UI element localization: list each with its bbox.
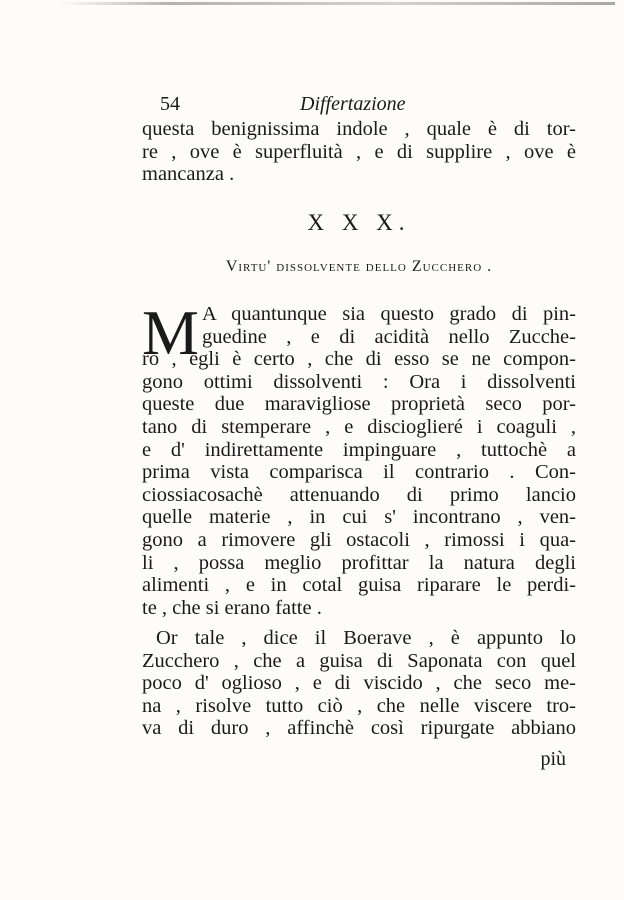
- page-header: [160, 93, 580, 119]
- text-line: li , possa meglio profittar la natura degli: [142, 551, 576, 574]
- page-number: 54: [160, 93, 180, 115]
- section-number: X X X.: [307, 210, 411, 235]
- text-line: e d' indirettamente impinguare , tuttochè a: [142, 438, 576, 461]
- drop-cap: M: [142, 297, 199, 368]
- text-line: quelle materie , in cui s' incontrano , ven-: [142, 506, 576, 529]
- text-line: ciossiacosachè attenuando di primo lancio: [142, 483, 576, 506]
- text-line: ro , egli è certo , che di esso se ne compon-: [142, 348, 576, 371]
- text-line: queste due maravigliose proprietà seco por-: [142, 393, 576, 416]
- text-line: questa benignissima indole , quale è di tor-: [142, 118, 576, 140]
- text-line: te , che si erano fatte .: [142, 596, 322, 619]
- text-line: gono ottimi dissolventi : Ora i dissolventi: [142, 370, 576, 393]
- text-line: Or tale , dice il Boerave , è appunto lo: [156, 627, 576, 649]
- text-line: re , ove è superfluità , e di supplire , ove è: [142, 140, 576, 163]
- section-title: Virtu' dissolvente dello Zucchero .: [225, 258, 493, 275]
- text-line: gono a rimovere gli ostacoli , rimossi i qua-: [142, 528, 576, 551]
- paragraph-2: [142, 627, 576, 740]
- catchword: più: [540, 748, 566, 770]
- text-line: tano di stemperare , e discioglieré i coaguli ,: [142, 415, 576, 438]
- page-edge-shadow: [60, 2, 615, 5]
- text-line: A quantunque sia questo grado di pin-: [202, 303, 576, 325]
- text-line: guedine , e di acidità nello Zucche-: [202, 325, 576, 348]
- text-line: na , risolve tutto ciò , che nelle viscere tro-: [142, 694, 576, 717]
- text-line: Zucchero , che a guisa di Saponata con quel: [142, 649, 576, 672]
- text-line: va di duro , affinchè così ripurgate abbiano: [142, 717, 576, 740]
- text-line: prima vista comparisca il contrario . Con-: [142, 461, 576, 484]
- text-line: poco d' oglioso , e di viscido , che seco me-: [142, 672, 576, 695]
- running-title: Differtazione: [300, 93, 406, 115]
- text-line: alimenti , e in cotal guisa riparare le perdi-: [142, 574, 576, 597]
- text-line: mancanza .: [142, 163, 235, 186]
- continuation-text: [142, 118, 576, 186]
